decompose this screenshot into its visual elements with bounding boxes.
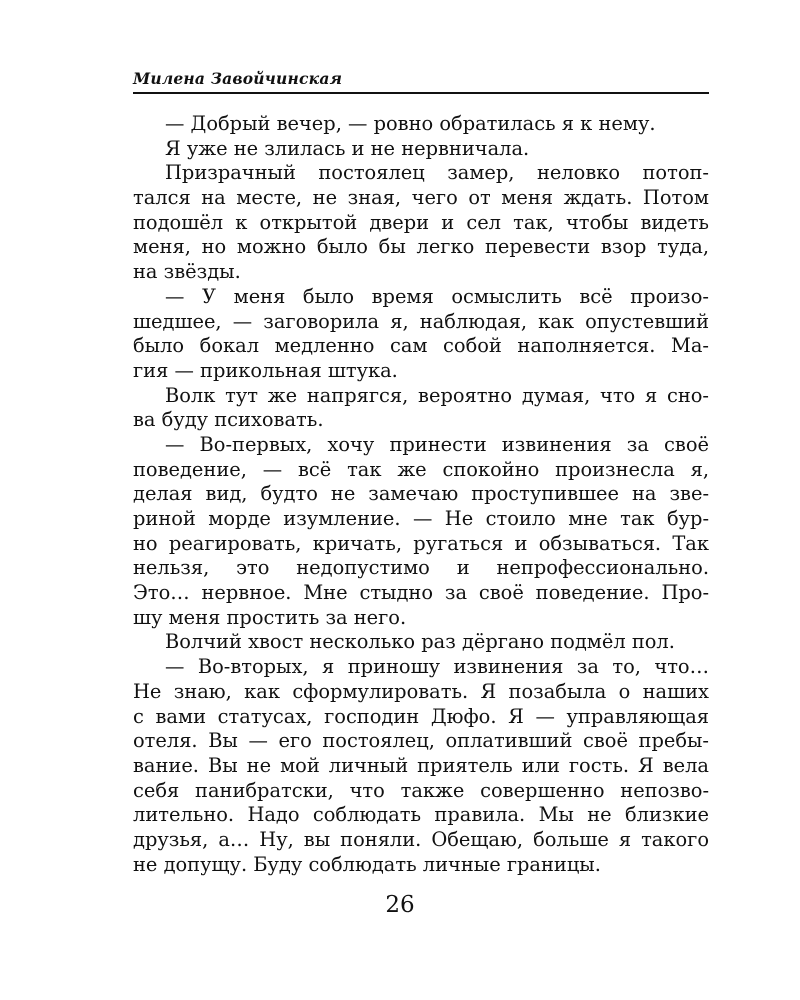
text-line: с вами статусах, господин Дюфо. Я — управляющая <box>133 704 709 728</box>
text-line: поведение, — всё так же спокойно произнесла я, <box>133 457 709 481</box>
text-line: гия — прикольная штука. <box>133 358 398 382</box>
page-number: 26 <box>385 892 415 918</box>
running-head <box>133 64 709 94</box>
body-text <box>133 112 709 877</box>
text-line: нельзя, это недопустимо и непрофессионально. <box>133 556 709 580</box>
text-line: Не знаю, как сформулировать. Я позабыла о наших <box>133 679 709 703</box>
text-line: отеля. Вы — его постоялец, оплативший своё пребы- <box>133 729 709 753</box>
text-line: друзья, а… Ну, вы поняли. Обещаю, больше я такого <box>133 827 709 851</box>
text-line: шедшее, — заговорила я, наблюдая, как опустевший <box>133 309 709 333</box>
text-line: ва буду психовать. <box>133 408 324 432</box>
text-line: на звёзды. <box>133 260 241 284</box>
text-line: — Во-первых, хочу принести извинения за своё <box>165 432 709 456</box>
text-line: делая вид, будто не замечаю проступившее на зве- <box>133 482 709 506</box>
text-line: меня, но можно было бы легко перевести взор туда, <box>133 235 709 259</box>
text-line: но реагировать, кричать, ругаться и обзываться. Так <box>133 531 709 555</box>
text-line: — У меня было время осмыслить всё произо- <box>165 284 709 308</box>
text-line: себя панибратски, что также совершенно непозво- <box>133 778 709 802</box>
author-name: Милена Завойчинская <box>133 69 343 88</box>
text-line: риной морде изумление. — Не стоило мне так бур- <box>133 507 709 530</box>
text-line: — Добрый вечер, — ровно обратилась я к нему. <box>165 112 656 135</box>
text-line: Я уже не злилась и не нервничала. <box>165 136 530 160</box>
text-line: подошёл к открытой двери и сел так, чтобы видеть <box>133 210 709 234</box>
text-line: шу меня простить за него. <box>133 605 407 629</box>
text-line: тался на месте, не зная, чего от меня ждать. Потом <box>133 186 709 210</box>
text-line: Это… нервное. Мне стыдно за своё поведение. Про- <box>133 581 709 605</box>
text-line: Волчий хвост несколько раз дёргано подмёл пол. <box>165 630 675 654</box>
text-line: Призрачный постоялец замер, неловко потоп- <box>165 161 709 185</box>
text-line: вание. Вы не мой личный приятель или гость. Я вела <box>133 753 709 777</box>
text-line: Волк тут же напрягся, вероятно думая, что я сно- <box>165 383 709 407</box>
text-line: лительно. Надо соблюдать правила. Мы не близкие <box>133 803 709 827</box>
text-line: не допущу. Буду соблюдать личные границы. <box>133 852 601 876</box>
text-line: было бокал медленно сам собой наполняется. Ма- <box>133 334 709 358</box>
text-line: — Во-вторых, я приношу извинения за то, что… <box>165 655 709 679</box>
